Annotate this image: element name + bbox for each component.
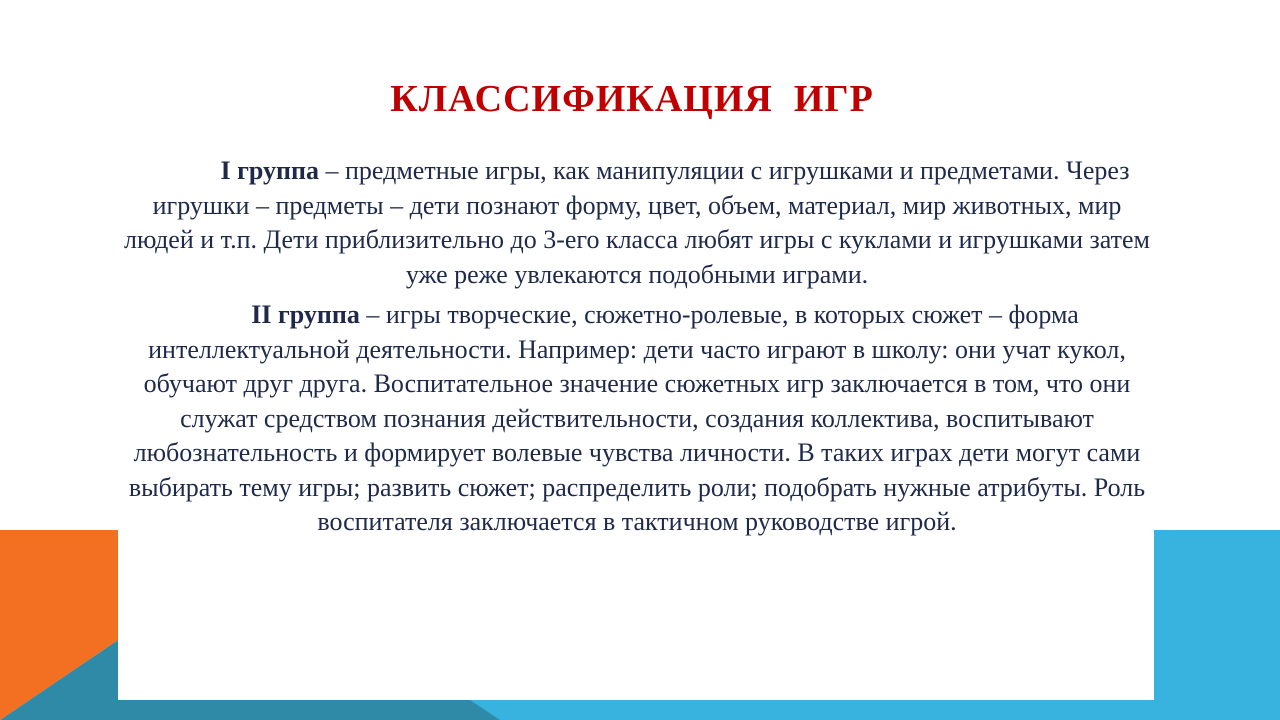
paragraph-group-2 xyxy=(122,298,1152,540)
paragraph-group-1 xyxy=(122,154,1152,292)
slide-title: КЛАССИФИКАЦИЯ ИГР xyxy=(390,78,874,120)
group-1-text: – предметные игры, как манипуляции с игрушками и предметами. Через игрушки – предметы – дети познают форму, цвет, объем, материал, мир животных, мир людей и т.п. Дети приблизительно до 3-его класса любят игры с куклами и игрушками затем уже реже увлекаются подобными играми. xyxy=(124,156,1150,289)
group-2-text: – игры творческие, сюжетно-ролевые, в которых сюжет – форма интеллектуальной деятельности. Например: дети часто играют в школу: они учат кукол, обучают друг друга. Воспитательное значение сюжетных игр заключается в том, что они служат средством познания действительности, создания коллектива, воспитывают любознательность и формирует волевые чувства личности. В таких играх дети могут сами выбирать тему игры; развить сюжет; распределить роли; подобрать нужные атрибуты. Роль воспитателя заключается в тактичном руководстве игрой. xyxy=(128,300,1146,536)
slide-body xyxy=(122,154,1152,540)
group-2-label: II группа xyxy=(251,300,360,329)
blue-right-block xyxy=(1154,530,1280,720)
group-1-label: I группа xyxy=(220,156,319,185)
